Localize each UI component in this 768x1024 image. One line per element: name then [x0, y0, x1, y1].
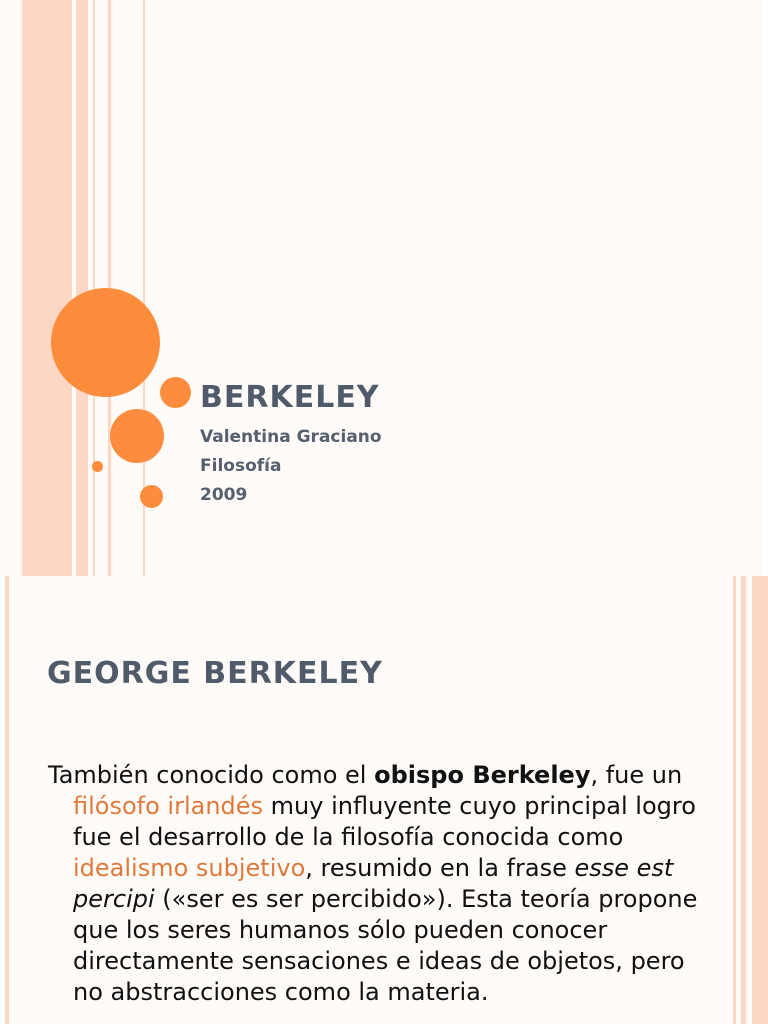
body-italic-text: esse est percipi [73, 854, 674, 913]
idealism-link[interactable]: idealismo subjetivo [73, 854, 306, 882]
body-text: , resumido en la frase [305, 854, 575, 882]
decorative-stripe [752, 576, 768, 1024]
decorative-stripe [76, 0, 88, 576]
slide-title: GEORGE BERKELEY [47, 656, 383, 691]
decorative-stripe [5, 576, 9, 1024]
philosopher-link[interactable]: filósofo irlandés [73, 792, 264, 820]
body-paragraph [48, 760, 713, 1008]
body-text: , fue un [590, 761, 683, 789]
decorative-circle [92, 461, 103, 472]
content-slide [0, 576, 768, 1024]
decorative-circle [160, 377, 191, 408]
body-text: También conocido como el [48, 761, 375, 789]
body-text: muy influyente cuyo principal logro fue el desarrollo de la filosofía conocida como [73, 792, 696, 851]
body-bold-text: obispo Berkeley [374, 761, 591, 789]
decorative-circle [110, 409, 164, 463]
decorative-stripe [733, 576, 736, 1024]
subject-label: Filosofía [200, 456, 282, 476]
decorative-stripe [741, 576, 746, 1024]
decorative-circle [51, 288, 160, 397]
decorative-stripe [22, 0, 72, 576]
author-name: Valentina Graciano [200, 427, 382, 447]
decorative-circle [140, 485, 163, 508]
body-text: («ser es ser percibido»). Esta teoría propone que los seres humanos sólo pueden conocer directamente sensaciones e ideas de objetos, pero no abstracciones como la materia. [73, 885, 698, 1006]
year-label: 2009 [200, 485, 248, 505]
slide-edge [762, 0, 768, 576]
slide-title: BERKELEY [200, 380, 380, 415]
